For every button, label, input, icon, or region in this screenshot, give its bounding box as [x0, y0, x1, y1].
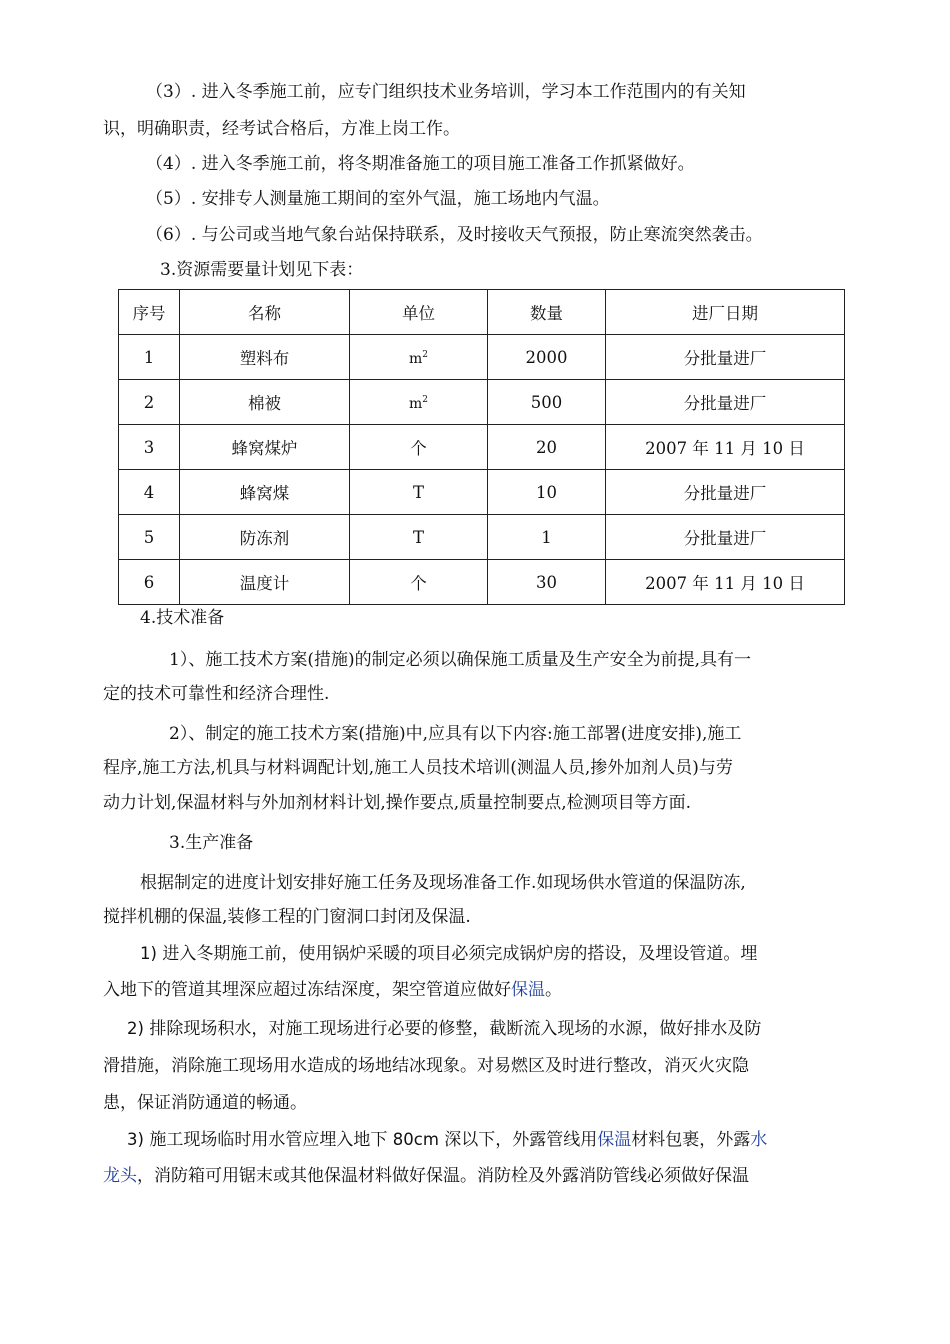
cell-unit: 个 [350, 560, 488, 605]
cell-no: 1 [119, 335, 180, 380]
header-cell: 名称 [180, 290, 350, 335]
item-1-text-2a: 入地下的管道其埋深应超过冻结深度，架空管道应做好 [103, 980, 511, 1000]
cell-date: 2007 年 11 月 10 日 [606, 425, 845, 470]
item-1-number: 1) [140, 944, 157, 963]
link-insulation[interactable]: 保温 [511, 980, 545, 1000]
resource-table [118, 289, 845, 605]
cell-name: 蜂窝煤炉 [180, 425, 350, 470]
item-2-line-1 [127, 1017, 761, 1041]
tech-item-2-line-2: 程序,施工方法,机具与材料调配计划,施工人员技术培训(测温人员,掺外加剂人员)与劳 [103, 758, 733, 778]
table-row [119, 470, 845, 515]
paragraph-4: （4）. 进入冬季施工前，将冬期准备施工的项目施工准备工作抓紧做好。 [146, 154, 695, 174]
cell-qty: 20 [488, 425, 606, 470]
tech-item-1-line-2: 定的技术可靠性和经济合理性. [103, 684, 330, 704]
cell-no: 2 [119, 380, 180, 425]
item-3-depth: 80cm [392, 1130, 439, 1149]
item-1-line-2 [103, 978, 562, 1002]
item-2-number: 2) [127, 1019, 144, 1038]
cell-unit: T [350, 515, 488, 560]
table-row [119, 380, 845, 425]
cell-date: 分批量进厂 [606, 335, 845, 380]
cell-date: 分批量进厂 [606, 515, 845, 560]
item-2-line-2: 滑措施，消除施工现场用水造成的场地结冰现象。对易燃区及时进行整改，消灭火灾隐 [103, 1056, 749, 1076]
header-cell: 数量 [488, 290, 606, 335]
unit-text: m [408, 350, 423, 367]
cell-no: 6 [119, 560, 180, 605]
item-1-text: 进入冬期施工前，使用锅炉采暖的项目必须完成锅炉房的搭设，及埋设管道。埋 [156, 944, 758, 964]
cell-qty: 30 [488, 560, 606, 605]
header-cell: 进厂日期 [606, 290, 845, 335]
header-cell: 单位 [350, 290, 488, 335]
paragraph-3-line-2: 识，明确职责，经考试合格后，方准上岗工作。 [103, 119, 460, 139]
cell-qty: 1 [488, 515, 606, 560]
tech-item-2-line-3: 动力计划,保温材料与外加剂材料计划,操作要点,质量控制要点,检测项目等方面. [103, 793, 692, 813]
table-row [119, 515, 845, 560]
cell-no: 4 [119, 470, 180, 515]
cell-unit [350, 335, 488, 380]
table-heading: 3.资源需要量计划见下表： [160, 260, 364, 280]
item-3-line-1 [127, 1128, 767, 1152]
cell-no: 3 [119, 425, 180, 470]
tech-heading: 4.技术准备 [140, 608, 225, 628]
tech-item-2-line-1: 2）、制定的施工技术方案(措施)中,应具有以下内容:施工部署(进度安排),施工 [169, 724, 742, 744]
link-faucet-part-1[interactable]: 水 [750, 1130, 768, 1150]
cell-name: 蜂窝煤 [180, 470, 350, 515]
production-heading: 3.生产准备 [169, 833, 254, 853]
cell-qty: 2000 [488, 335, 606, 380]
cell-unit: 个 [350, 425, 488, 470]
cell-date: 分批量进厂 [606, 380, 845, 425]
production-para-line-2: 搅拌机棚的保温,装修工程的门窗洞口封闭及保温. [103, 907, 471, 927]
cell-name: 防冻剂 [180, 515, 350, 560]
table-row [119, 425, 845, 470]
link-faucet-part-2[interactable]: 龙头 [103, 1166, 137, 1186]
unit-text: m [408, 395, 423, 412]
item-3-text-d: ，消防箱可用锯末或其他保温材料做好保温。消防栓及外露消防管线必须做好保温 [137, 1166, 749, 1186]
cell-qty: 10 [488, 470, 606, 515]
cell-name: 棉被 [180, 380, 350, 425]
cell-unit [350, 380, 488, 425]
cell-date: 2007 年 11 月 10 日 [606, 560, 845, 605]
cell-qty: 500 [488, 380, 606, 425]
table-header-row [119, 290, 845, 335]
cell-date: 分批量进厂 [606, 470, 845, 515]
cell-name: 温度计 [180, 560, 350, 605]
link-insulation-2[interactable]: 保温 [597, 1130, 632, 1150]
item-3-number: 3) [127, 1130, 144, 1149]
cell-name: 塑料布 [180, 335, 350, 380]
item-2-line-3: 患，保证消防通道的畅通。 [103, 1093, 307, 1113]
item-3-text-c: 材料包裹，外露 [631, 1130, 751, 1150]
item-3-line-2 [103, 1164, 749, 1188]
paragraph-5: （5）. 安排专人测量施工期间的室外气温，施工场地内气温。 [146, 189, 610, 209]
item-3-text-a: 施工现场临时用水管应埋入地下 [143, 1130, 393, 1150]
item-3-text-b: 深以下，外露管线用 [438, 1130, 598, 1150]
cell-no: 5 [119, 515, 180, 560]
paragraph-6: （6）. 与公司或当地气象台站保持联系，及时接收天气预报，防止寒流突然袭击。 [146, 225, 763, 245]
cell-unit: T [350, 470, 488, 515]
production-para-line-1: 根据制定的进度计划安排好施工任务及现场准备工作.如现场供水管道的保温防冻, [140, 873, 746, 893]
table-row [119, 560, 845, 605]
tech-item-1-line-1: 1）、施工技术方案(措施)的制定必须以确保施工质量及生产安全为前提,具有一 [169, 650, 751, 670]
table-row [119, 335, 845, 380]
unit-superscript: 2 [422, 349, 428, 360]
unit-superscript: 2 [422, 394, 428, 405]
item-2-text: 排除现场积水，对施工现场进行必要的修整，截断流入现场的水源，做好排水及防 [143, 1019, 762, 1039]
header-cell: 序号 [119, 290, 180, 335]
item-1-text-2b: 。 [545, 980, 562, 1000]
paragraph-3-line-1: （3）. 进入冬季施工前，应专门组织技术业务培训，学习本工作范围内的有关知 [146, 82, 746, 102]
item-1-line-1 [140, 942, 757, 966]
